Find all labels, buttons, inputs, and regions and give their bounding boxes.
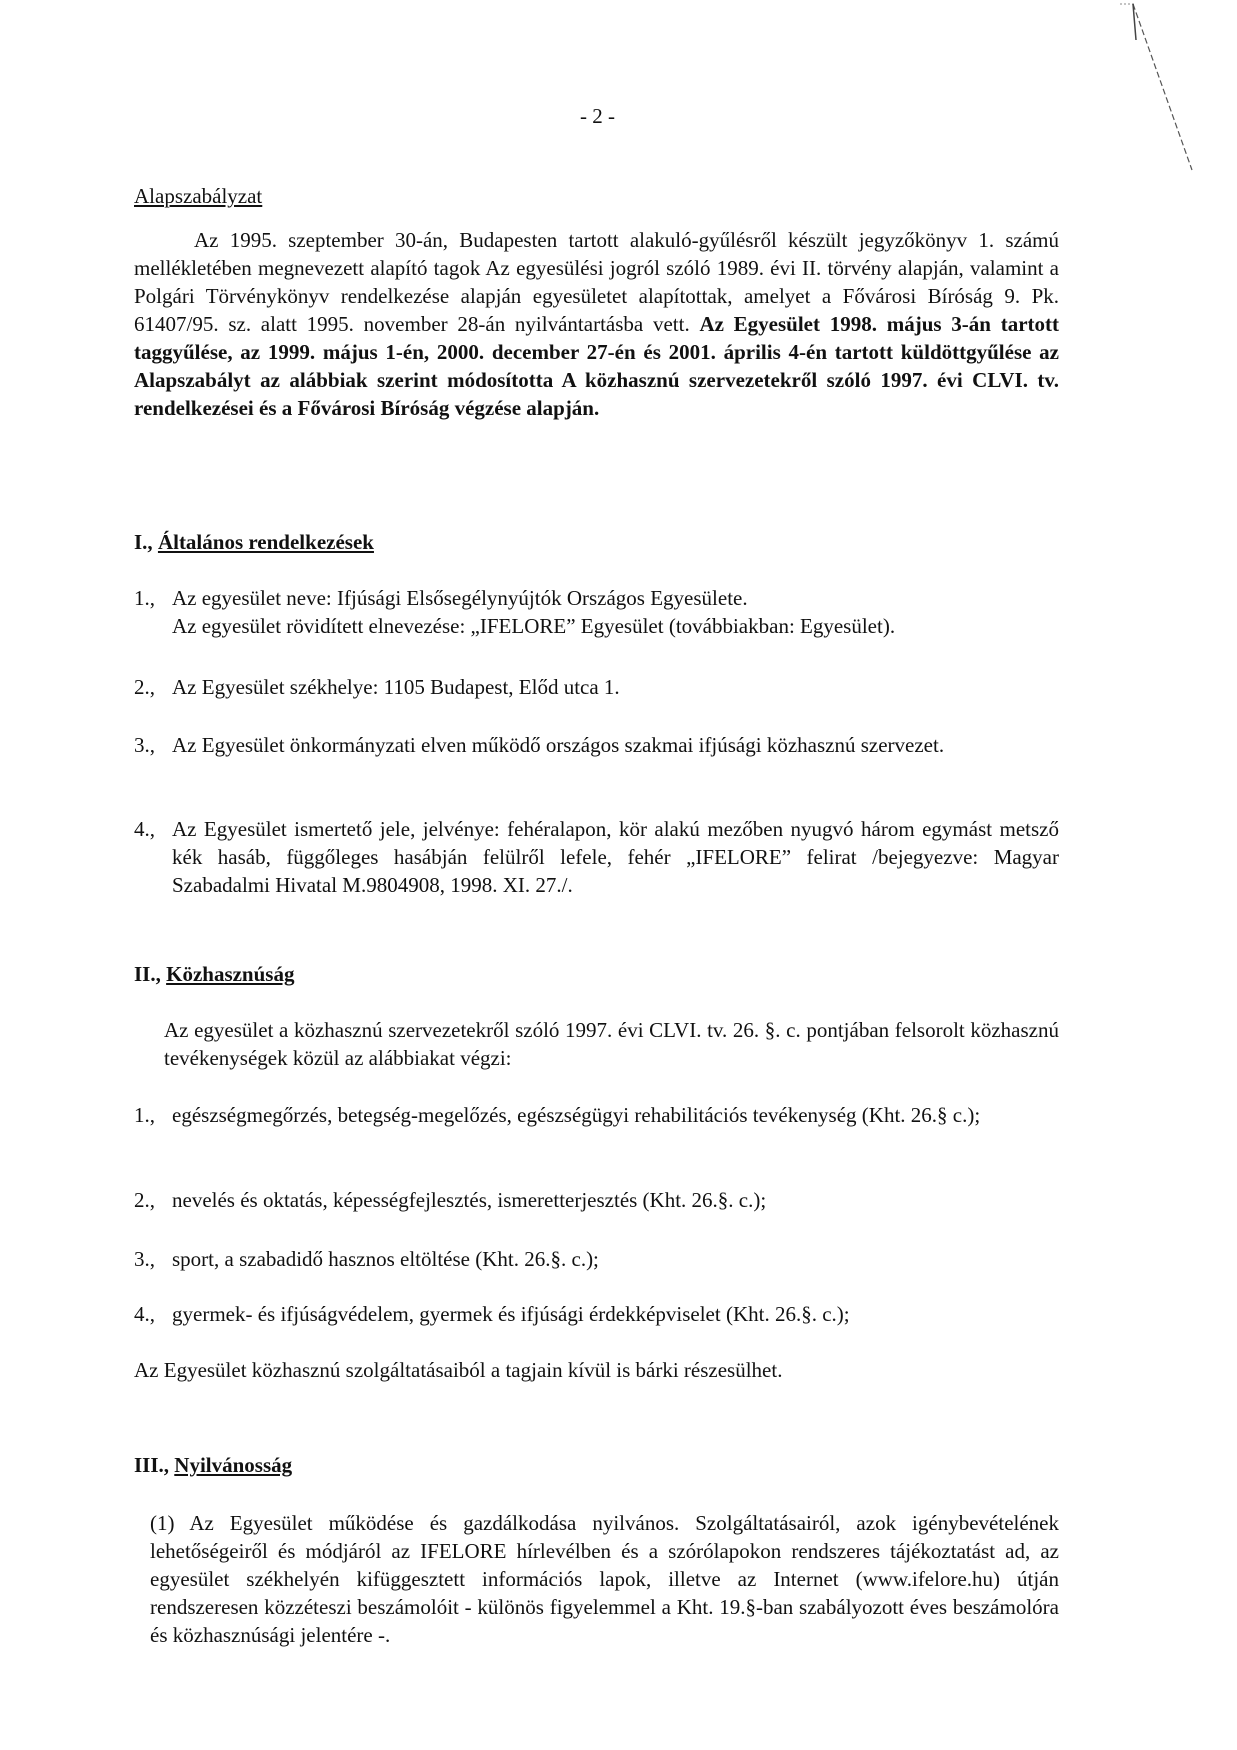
section-paragraph: (1) Az Egyesület működése és gazdálkodása nyilvános. Szolgáltatásairól, azok igénybevételének lehetőségeiről és módjáról az IFELORE hírlevélben és a szórólapokon rendszeres tájékoztatást ad, az egyesület székhelyén kifüggesztett információs lapok, illetve az Internet (www.ifelore.hu) útján rendszeresen közzéteszi beszámolóit - különös figyelemmel a Kht. 19.§-ban szabályozott éves beszámolóra és közhasznúsági jelentére -. — [150, 1511, 1059, 1647]
list-item-text: nevelés és oktatás, képességfejlesztés, ismeretterjesztés (Kht. 26.§. c.); — [172, 1188, 767, 1212]
section-heading-publicity — [134, 1453, 292, 1478]
section-title: Nyilvánosság — [174, 1453, 293, 1477]
list-item-text: Az Egyesület ismertető jele, jelvénye: fehéralapon, kör alakú mezőben nyugvó három egymást metsző kék hasáb, függőleges hasábján felülről lefele, fehér „IFELORE” felirat /bejegyezve: Magyar Szabadalmi Hivatal M.9804908, 1998. XI. 27./. — [172, 817, 1059, 897]
section-number: I., — [134, 530, 158, 554]
list-item-number: 1., — [134, 1103, 155, 1127]
list-item-text: gyermek- és ifjúságvédelem, gyermek és ifjúsági érdekképviselet (Kht. 26.§. c.); — [172, 1302, 850, 1326]
document-title: Alapszabályzat — [134, 184, 263, 208]
list-item-text: egészségmegőrzés, betegség-megelőzés, egészségügyi rehabilitációs tevékenység (Kht. 26.§ c.); — [172, 1103, 981, 1127]
list-item-number: 4., — [134, 1302, 155, 1326]
intro-bold-text: Az Egyesület 1998. május 3-án tartott taggyűlése, az 1999. május 1-én, 2000. december 27-én és 2001. április 4-én tartott küldöttgyűlése az Alapszabályt az alábbiak szerint módosította A közhasznú szervezetekről szóló 1997. évi CLVI. tv. rendelkezései és a Fővárosi Bíróság végzése alapján. — [134, 312, 1059, 420]
list-item — [134, 815, 1059, 899]
list-item-text: Az Egyesület önkormányzati elven működő országos szakmai ifjúsági közhasznú szervezet. — [172, 733, 945, 757]
list-item-text: Az egyesület rövidített elnevezése: „IFELORE” Egyesület (továbbiakban: Egyesület). — [172, 614, 896, 638]
section-intro: Az egyesület a közhasznú szervezetekről szóló 1997. évi CLVI. tv. 26. §. c. pontjában felsorolt közhasznú tevékenységek közül az alábbiakat végzi: — [164, 1018, 1059, 1070]
list-item — [134, 673, 1059, 701]
intro-text: Az 1995. szeptember 30-án, Budapesten tartott alakuló-gyűlésről készült jegyzőkönyv 1. számú mellékletében megnevezett alapító tagok Az egyesülési jogról szóló 1989. évi II. törvény alapján, valamint a Polgári Törvénykönyv rendelkezése alapján egyesületet alapítottak, amelyet a Fővárosi Bíróság 9. Pk. 61407/95. sz. alatt 1995. november 28-án nyilvántartásba vett. — [134, 228, 1059, 336]
list-item — [134, 1186, 1059, 1214]
section-number: III., — [134, 1453, 175, 1477]
section-title: Közhasznúság — [166, 962, 295, 986]
list-item — [134, 584, 1059, 640]
list-item — [134, 1101, 1059, 1129]
list-item — [134, 731, 1059, 759]
section-heading-public-benefit — [134, 962, 294, 987]
section-closing: Az Egyesület közhasznú szolgáltatásaiból a tagjain kívül is bárki részesülhet. — [134, 1358, 783, 1382]
list-item-number: 2., — [134, 1188, 155, 1212]
list-item-number: 3., — [134, 1247, 155, 1271]
list-item-number: 3., — [134, 733, 155, 757]
list-item-number: 2., — [134, 675, 155, 699]
list-item-text: sport, a szabadidő hasznos eltöltése (Kht. 26.§. c.); — [172, 1247, 599, 1271]
list-item — [134, 1300, 1059, 1328]
page-number: - 2 - — [580, 104, 615, 128]
scan-artifact-lines — [1120, 0, 1237, 200]
intro-paragraph — [134, 226, 1059, 422]
section-heading-general — [134, 530, 374, 555]
section-number: II., — [134, 962, 167, 986]
list-item-text: Az egyesület neve: Ifjúsági Elsősegélynyújtók Országos Egyesülete. — [172, 586, 748, 610]
section-title: Általános rendelkezések — [157, 530, 374, 554]
list-item-number: 1., — [134, 586, 155, 610]
list-item — [134, 1245, 1059, 1273]
list-item-text: Az Egyesület székhelye: 1105 Budapest, Előd utca 1. — [172, 675, 620, 699]
list-item-number: 4., — [134, 817, 155, 841]
